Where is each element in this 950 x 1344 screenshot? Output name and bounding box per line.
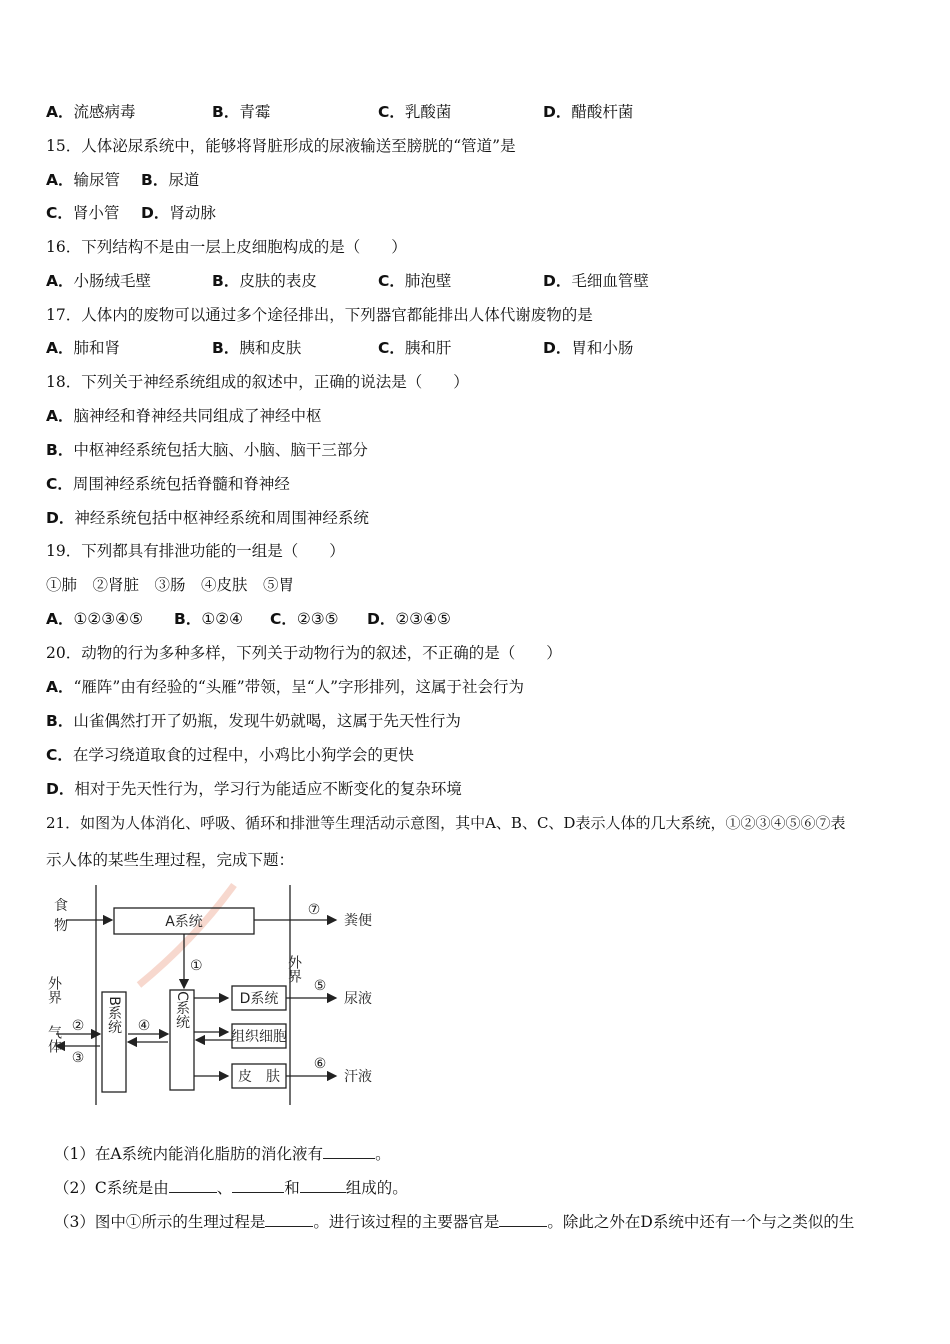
answer-blank-2[interactable] <box>169 1177 217 1193</box>
q16-option-a: A．小肠绒毛壁 <box>46 272 152 290</box>
answer-blank-5[interactable] <box>265 1211 313 1227</box>
q21-stem-line2: 示人体的某些生理过程，完成下题： <box>46 851 295 869</box>
q17-option-d: D．胃和小肠 <box>543 339 634 357</box>
q19-option-b: B．①②④ <box>174 610 244 628</box>
answer-blank-3[interactable] <box>232 1177 284 1193</box>
skin-label: 皮 肤 <box>238 1069 280 1085</box>
label-food-1: 食 <box>54 898 68 914</box>
label-outside-right: 外界 <box>286 955 302 983</box>
label-n4: ④ <box>137 1018 151 1034</box>
label-n7: ⑦ <box>307 902 321 918</box>
q16-option-b: B．皮肤的表皮 <box>212 272 317 290</box>
q20-option-a: A．“雁阵”由有经验的“头雁”带领，呈“人”字形排列，这属于社会行为 <box>46 678 525 696</box>
label-food-2: 物 <box>54 918 68 934</box>
q16-option-d: D．毛细血管壁 <box>543 272 649 290</box>
q14-option-d: D．醋酸杆菌 <box>543 103 634 121</box>
label-feces: 粪便 <box>344 913 372 929</box>
label-sweat: 汗液 <box>344 1069 372 1085</box>
q18-stem: 18．下列关于神经系统组成的叙述中，正确的说法是（ ） <box>46 373 469 391</box>
q19-items: ①肺 ②肾脏 ③肠 ④皮肤 ⑤胃 <box>46 576 295 594</box>
label-gas: 气体 <box>46 1025 62 1053</box>
q21-sub1: （1）在A系统内能消化脂肪的消化液有 。 <box>54 1145 391 1163</box>
q19-option-a: A．①②③④⑤ <box>46 610 143 628</box>
q17-option-a: A．肺和肾 <box>46 339 121 357</box>
q19-option-d: D．②③④⑤ <box>367 610 451 628</box>
q18-option-b: B．中枢神经系统包括大脑、小脑、脑干三部分 <box>46 441 368 459</box>
a-system-label: A系统 <box>165 914 203 930</box>
d-system-label: D系统 <box>239 991 279 1007</box>
q18-option-c: C．周围神经系统包括脊髓和脊神经 <box>46 475 290 493</box>
label-n5: ⑤ <box>313 978 327 994</box>
label-n2: ② <box>71 1018 85 1034</box>
answer-blank-6[interactable] <box>499 1211 547 1227</box>
answer-blank-1[interactable] <box>323 1143 375 1159</box>
q15-stem: 15．人体泌尿系统中，能够将肾脏形成的尿液输送至膀胱的“管道”是 <box>46 137 516 155</box>
b-system-label: B系统 <box>106 996 122 1034</box>
q14-option-a: A．流感病毒 <box>46 103 136 121</box>
q18-option-d: D．神经系统包括中枢神经系统和周围神经系统 <box>46 509 369 527</box>
q15-option-c: C．肾小管 <box>46 204 120 222</box>
label-urine: 尿液 <box>344 991 372 1007</box>
q16-stem: 16．下列结构不是由一层上皮细胞构成的是（ ） <box>46 238 407 256</box>
q20-option-c: C．在学习绕道取食的过程中，小鸡比小狗学会的更快 <box>46 746 414 764</box>
label-n3: ③ <box>71 1050 85 1066</box>
q17-stem: 17．人体内的废物可以通过多个途径排出，下列器官都能排出人体代谢废物的是 <box>46 306 593 324</box>
q14-option-b: B．青霉 <box>212 103 271 121</box>
label-n6: ⑥ <box>313 1056 327 1072</box>
q16-option-c: C．肺泡壁 <box>378 272 452 290</box>
q19-option-c: C．②③⑤ <box>270 610 339 628</box>
watermark-mark <box>139 885 234 985</box>
tissue-label: 组织细胞 <box>231 1029 287 1045</box>
q18-option-a: A．脑神经和脊神经共同组成了神经中枢 <box>46 407 322 425</box>
q17-option-c: C．胰和肝 <box>378 339 452 357</box>
physiology-diagram <box>44 880 384 1110</box>
q17-option-b: B．胰和皮肤 <box>212 339 302 357</box>
q14-option-c: C．乳酸菌 <box>378 103 452 121</box>
q15-option-a: A．输尿管 <box>46 171 121 189</box>
q19-stem: 19．下列都具有排泄功能的一组是（ ） <box>46 542 345 560</box>
c-system-label: C系统 <box>174 991 190 1029</box>
q20-option-d: D．相对于先天性行为，学习行为能适应不断变化的复杂环境 <box>46 780 462 798</box>
q15-option-d: D．肾动脉 <box>141 204 216 222</box>
q21-sub2: （2）C系统是由 、 和 组成的。 <box>54 1179 408 1197</box>
q20-stem: 20．动物的行为多种多样，下列关于动物行为的叙述，不正确的是（ ） <box>46 644 562 662</box>
q21-stem-line1: 21．如图为人体消化、呼吸、循环和排泄等生理活动示意图，其中A、B、C、D表示人体的几大系统，①②③④⑤⑥⑦表 <box>46 814 846 832</box>
q21-sub3: （3）图中①所示的生理过程是 。进行该过程的主要器官是 。除此之外在D系统中还有一个与之类似的生 <box>54 1213 855 1231</box>
q15-option-b: B．尿道 <box>141 171 200 189</box>
q20-option-b: B．山雀偶然打开了奶瓶，发现牛奶就喝，这属于先天性行为 <box>46 712 461 730</box>
answer-blank-4[interactable] <box>300 1177 346 1193</box>
label-n1: ① <box>190 958 203 974</box>
label-outside-left: 外界 <box>46 976 62 1004</box>
